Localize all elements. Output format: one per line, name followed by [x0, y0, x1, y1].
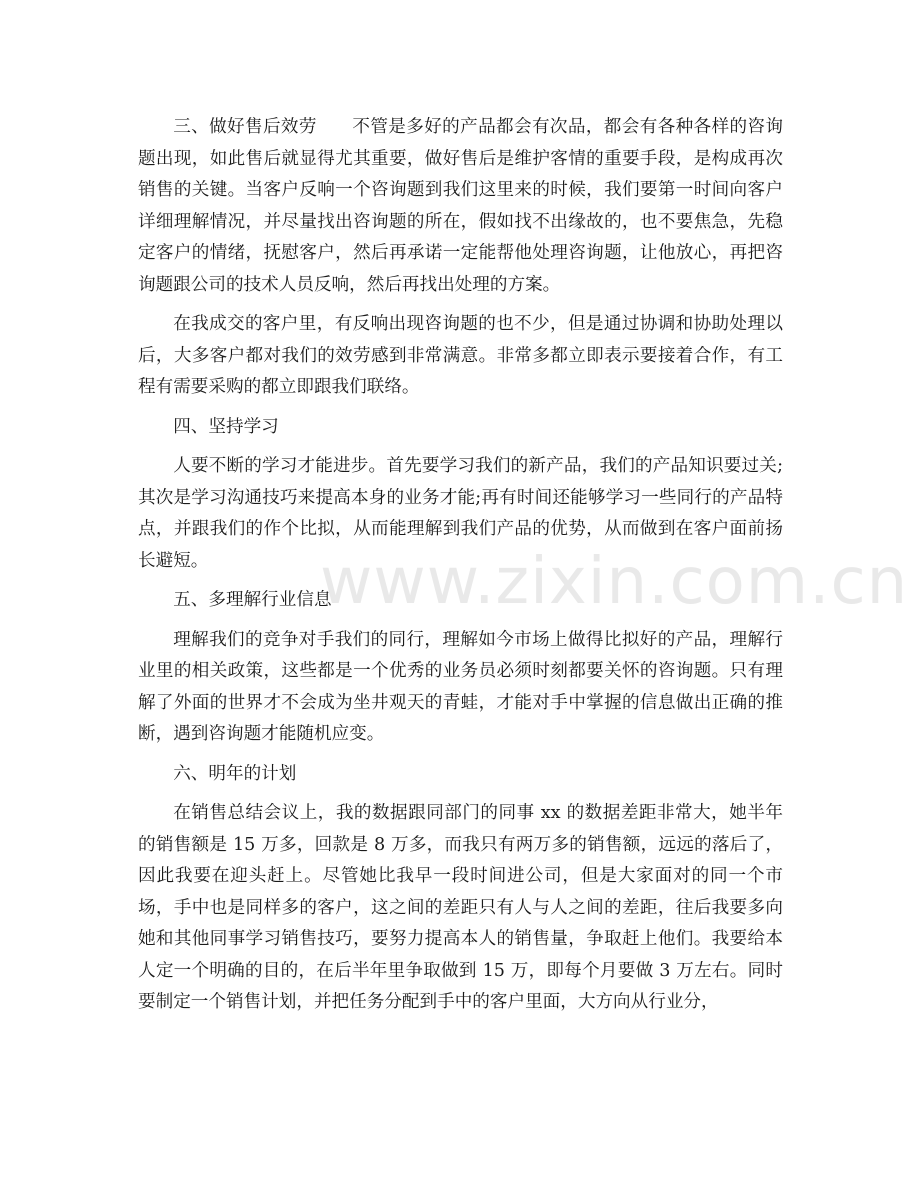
document-page [138, 112, 783, 1019]
section-heading-keep-learning: 四、坚持学习 [173, 416, 279, 437]
section-title-after-sales: 三、做好售后效劳 [173, 117, 317, 137]
paragraph-customer-feedback: 在我成交的客户里，有反响出现咨询题的也不少，但是通过协调和协助处理以后，大多客户都对我们的效劳感到非常满意。非常多都立即表示要接着合作，有工程有需要采购的都立即跟我们联络。 [138, 314, 783, 397]
paragraph-next-year-plan: 在销售总结会议上，我的数据跟同部门的同事 xx 的数据差距非常大，她半年的销售额是 15 万多，回款是 8 万多，而我只有两万多的销售额，远远的落后了，因此我要在迎头赶上。尽管她比我早一段时间进公司，但是大家面对的同一个市场，手中也是同样多的客户，这之间的差距只有人与人之间的差距，往后我要多向她和其他同事学习销售技巧，要努力提高本人的销售量，争取赶上他们。我要给本人定一个明确的目的，在后半年里争取做到 15 万，即每个月要做 3 万左右。同时要制定一个销售计划，并把任务分配到手中的客户里面，大方向从行业分， [138, 803, 783, 1012]
watermark-text: www.zixin.com.cn [320, 545, 909, 619]
spacer [138, 443, 783, 451]
spacer [138, 751, 783, 759]
section-heading-next-year-plan: 六、明年的计划 [173, 763, 297, 784]
paragraph-after-sales-service [138, 112, 783, 301]
spacer [138, 617, 783, 625]
paragraph-text: 不管是多好的产品都会有次品，都会有各种各样的咨询题出现，如此售后就显得尤其重要，做好售后是维护客情的重要手段，是构成再次销售的关键。当客户反响一个咨询题到我们这里来的时候，我们要第一时间向客户详细理解情况，并尽量找出咨询题的所在，假如找不出缘故的，也不要焦急，先稳定客户的情绪，抚慰客户，然后再承诺一定能帮他处理咨询题，让他放心，再把咨询题跟公司的技术人员反响，然后再找出处理的方案。 [138, 117, 783, 295]
paragraph-learning: 人要不断的学习才能进步。首先要学习我们的新产品，我们的产品知识要过关;其次是学习沟通技巧来提高本身的业务才能;再有时间还能够学习一些同行的产品特点，并跟我们的作个比拟，从而能理解到我们产品的优势，从而做到在客户面前扬长避短。 [138, 456, 783, 571]
paragraph-industry-info: 理解我们的竞争对手我们的同行，理解如今市场上做得比拟好的产品，理解行业里的相关政策，这些都是一个优秀的业务员必须时刻都要关怀的咨询题。只有理解了外面的世界才不会成为坐井观天的青蛙，才能对手中掌握的信息做出正确的推断，遇到咨询题才能随机应变。 [138, 629, 783, 744]
section-heading-industry-info: 五、多理解行业信息 [173, 590, 332, 610]
spacer [138, 577, 783, 585]
spacer [138, 301, 783, 309]
spacer [138, 404, 783, 412]
spacer [138, 790, 783, 798]
